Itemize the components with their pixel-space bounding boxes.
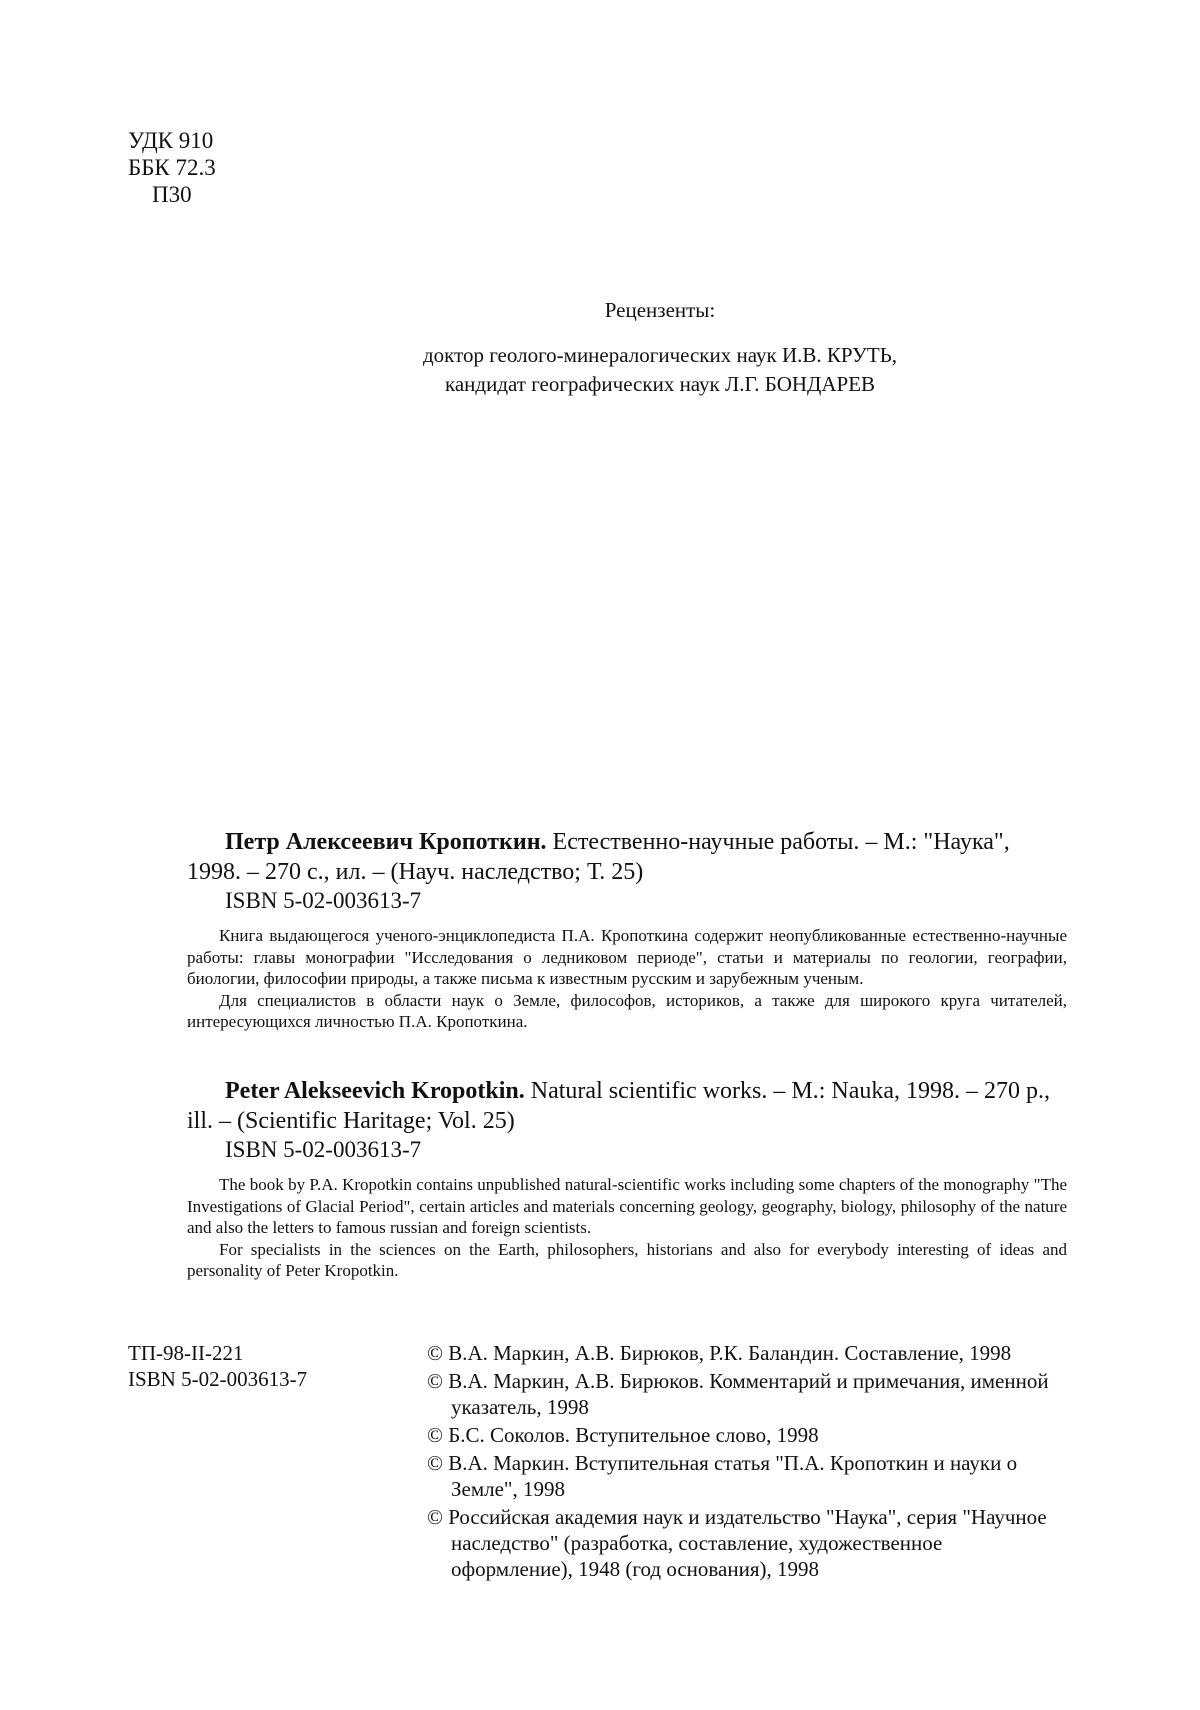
copyright-item: © Российская академия наук и издательство "Наука", серия "Научное наследство" (разработка, составление, художественное оформление), 1948 (год основания), 1998 [427, 1505, 1047, 1581]
reviewers-block [300, 296, 1020, 399]
abstract-ru-paragraph-1: Книга выдающегося ученого-энциклопедиста П.А. Кропоткина содержит неопубликованные естественно-научные работы: главы монографии "Исследования о ледниковом периоде", статьи и материалы по геологии, географии, биологии, философии природы, а также письма к известным русским и зарубежным ученым. [187, 926, 1067, 988]
abstract-en [187, 1174, 1067, 1282]
abstract-ru [187, 925, 1067, 1033]
copyright-item: © Б.С. Соколов. Вступительное слово, 1998 [427, 1423, 819, 1447]
copyright-item: © В.А. Маркин. Вступительная статья "П.А. Кропоткин и науки о Земле", 1998 [427, 1451, 1018, 1501]
abstract-ru-paragraph-2: Для специалистов в области наук о Земле, философов, историков, а также для широкого круга читателей, интересующихся личностью П.А. Кропоткина. [187, 990, 1067, 1031]
work-description-en: Natural scientific works. – M.: Nauka, 1998. – 270 p., ill. – (Scientific Haritage; Vol. 25) [187, 1078, 1050, 1134]
abstract-en-paragraph-1: The book by P.A. Kropotkin contains unpublished natural-scientific works including some chapters of the monography "The Investigations of Glacial Period", certain articles and materials concerning geology, geography, biology, philosophy of the nature and also the letters to famous russian and foreign scientists. [187, 1175, 1067, 1237]
publication-codes [128, 1340, 307, 1392]
reviewers-label: Рецензенты: [604, 298, 716, 322]
isbn-en: ISBN 5-02-003613-7 [225, 1137, 422, 1162]
copyright-item: © В.А. Маркин, А.В. Бирюков, Р.К. Баландин. Составление, 1998 [427, 1341, 1012, 1365]
isbn-code: ISBN 5-02-003613-7 [128, 1367, 308, 1391]
isbn-ru: ISBN 5-02-003613-7 [225, 888, 422, 913]
entry-heading-en [187, 1076, 1067, 1136]
bibliographic-entry-en [187, 1076, 1067, 1282]
reviewer-1: доктор геолого-минералогических наук И.В. КРУТЬ, [422, 343, 898, 367]
reviewer-2: кандидат географических наук Л.Г. БОНДАРЕВ [444, 372, 876, 396]
bibliographic-entry-ru [187, 827, 1067, 1033]
author-mark: П30 [152, 182, 192, 207]
work-description-ru: Естественно-научные работы. – М.: "Наука", 1998. – 270 с., ил. – (Науч. наследство; Т. 25) [187, 829, 1010, 885]
tp-code: ТП-98-II-221 [128, 1341, 244, 1365]
udk-code: УДК 910 [128, 128, 214, 153]
entry-heading-ru [187, 827, 1067, 887]
author-name-en: Peter Alekseevich Kropotkin. [225, 1078, 525, 1104]
classification-codes [128, 127, 216, 208]
copyright-item: © В.А. Маркин, А.В. Бирюков. Комментарий и примечания, именной указатель, 1998 [427, 1369, 1049, 1419]
bbk-code: ББК 72.3 [128, 155, 216, 180]
abstract-en-paragraph-2: For specialists in the sciences on the Earth, philosophers, historians and also for everybody interesting of ideas and personality of Peter Kropotkin. [187, 1239, 1067, 1280]
author-name-ru: Петр Алексеевич Кропоткин. [225, 829, 547, 855]
copyright-notices [427, 1340, 1067, 1584]
